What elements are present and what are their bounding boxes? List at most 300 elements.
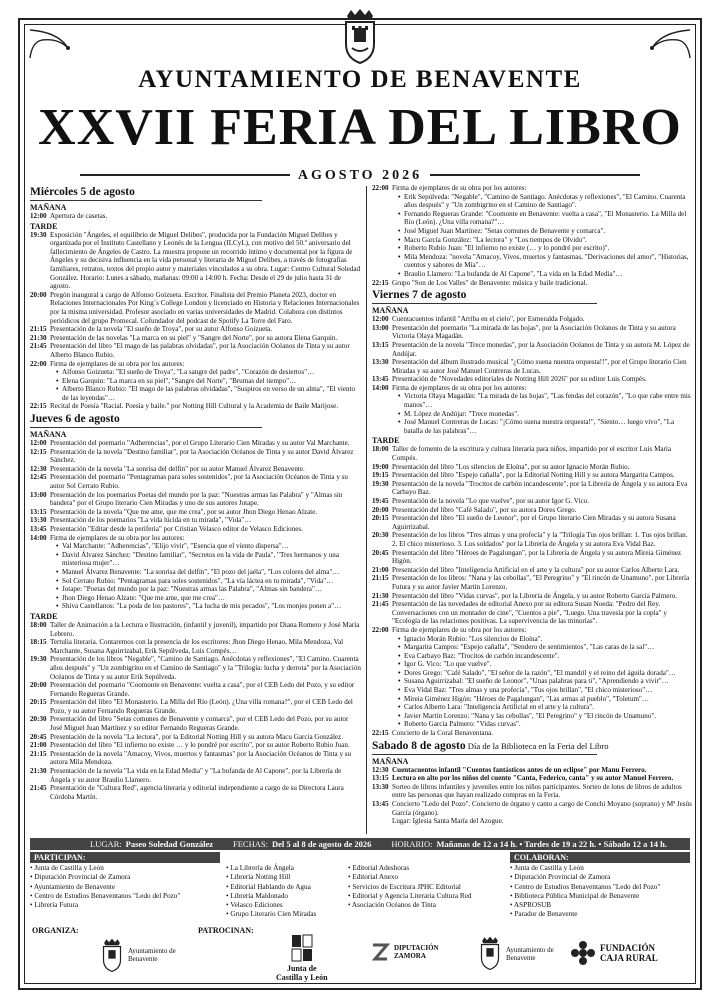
event-time: 12:15 bbox=[30, 447, 47, 456]
event-entry bbox=[30, 231, 362, 291]
event-description: José Manuel Contreras de Lucas: "¡Cómo suena nuestra orquesta!", "Siento… luego vivo", "La batalla de las palabras"… bbox=[404, 418, 675, 435]
ayuntamiento-logo-text: Ayuntamiento de Benavente bbox=[128, 947, 176, 963]
signing-entry bbox=[372, 193, 694, 210]
event-description: Eva Vidal Baz: "Tres almas y una profecía", "Tus ojos brillan", "El chico misterioso"… bbox=[404, 686, 653, 695]
event-time: 20:30 bbox=[372, 531, 389, 540]
signing-entry bbox=[30, 568, 362, 577]
event-description: Presentación de las novedades de editorial Anexo por su editora Susan Noeda: "Pedro del Rey. Conversaciones con un montador de cine", "Cuentos a pie", "Luego. Una travesía por la copla" y "Ecología de las relaciones positivas. La supervivencia de las minorías". bbox=[392, 600, 667, 626]
partner-item: • Editorial Hablando de Agua bbox=[226, 883, 344, 892]
event-description: Presentación de los libros: "Nana y las cebollas", "El Peregrino" y "El rincón de Unamuno", por Librería Futura y su autor Javier Martín Lorenzo. bbox=[392, 574, 690, 591]
event-entry bbox=[30, 534, 362, 543]
bullet-icon: • bbox=[398, 409, 401, 418]
event-time: 21:45 bbox=[30, 342, 47, 351]
event-time: 20:00 bbox=[30, 290, 47, 299]
fundacion-logo bbox=[570, 940, 658, 966]
event-time: 12:45 bbox=[30, 473, 47, 482]
event-description: Pregón inaugural a cargo de Alfonso Goizueta. Escritor. Finalista del Premio Planeta 2023, doctor en Relaciones Internacionales Por King´s College London y licenciado en Historia y Relaciones Internacionales por la misma universidad. Profesor asociado en varias universidades de Madrid. Colabora con distintos periódicos del grupo Promecal. Cofundador del podcast de Spotify La Torre del Faro. bbox=[50, 290, 360, 325]
event-entry bbox=[30, 715, 362, 732]
junta-logo-text: Junta de Castilla y León bbox=[276, 964, 328, 982]
event-entry bbox=[372, 729, 694, 738]
signing-entry bbox=[372, 720, 694, 729]
event-description: Presentación de la novela "Que me ame, que me crea", por su autor Jhon Diego Henao Alzate. bbox=[50, 507, 318, 516]
bullet-icon: • bbox=[56, 602, 59, 611]
event-description: Firma de ejemplares de su obra por los autores: bbox=[392, 383, 527, 392]
day-heading bbox=[372, 740, 694, 753]
event-entry bbox=[30, 360, 362, 369]
event-time: 21:30 bbox=[30, 767, 47, 776]
bullet-icon: • bbox=[398, 235, 401, 244]
bullet-icon: • bbox=[56, 567, 59, 576]
event-description: David Álvarez Sánchez: "Destino familiar", "Secretos en la vida de Paula", "Tres hermanos y una misteriosa mujer"… bbox=[62, 550, 339, 568]
event-time: 12:30 bbox=[30, 464, 47, 473]
signing-entry bbox=[30, 594, 362, 603]
event-time: 20:30 bbox=[30, 715, 47, 724]
castle-lion-icon bbox=[291, 934, 313, 962]
event-time: 14:00 bbox=[372, 383, 389, 392]
event-time: 19:30 bbox=[30, 655, 47, 664]
signing-entry bbox=[30, 368, 362, 377]
partner-item: • Editorial y Agencia Literaria Cultura Red bbox=[348, 892, 498, 901]
event-description: Presentación del libro "Espejo cañalla", por la Editorial Notting Hill y su autora Margarita Campos. bbox=[392, 471, 675, 480]
event-description: Presentación del poemario "Adherencias", por el Grupo Literario Cien Miradas y su autor Val Marchante. bbox=[50, 439, 350, 448]
partner-item: • Servicios de Escritura JPHC Editorial bbox=[348, 883, 498, 892]
bullet-icon: • bbox=[56, 385, 59, 394]
event-description: Mireia Giménez Higón: "Héroes de Pagalungan", "Las armas al pueblo", "Toletum"… bbox=[404, 694, 649, 703]
event-description: Presentación de la novela "Lo que vuelve", por su autor Igor G. Vico. bbox=[392, 497, 589, 505]
event-entry bbox=[372, 480, 694, 497]
partner-item: • Ayuntamiento de Benavente bbox=[30, 883, 220, 892]
event-description: Alberto Blanco Rubio: "El mago de las palabras olvidadas", "Suspiros en verso de un alma", "El viento de las leyendas"… bbox=[62, 385, 356, 402]
event-entry bbox=[30, 733, 362, 742]
event-description: Ignacio Morán Rubio: "Los silencios de Eloína". bbox=[404, 634, 543, 643]
event-time: 12:00 bbox=[30, 439, 47, 448]
event-time: 20:00 bbox=[372, 505, 389, 514]
event-description: Carlos Alberto Lara: "Inteligencia Artificial en el arte y la cultura". bbox=[404, 703, 594, 712]
bullet-icon: • bbox=[398, 651, 401, 660]
event-entry bbox=[372, 358, 694, 375]
event-entry bbox=[372, 531, 694, 548]
event-description: Presentación del poemario "Coomonte en Benavente: vuelta a casa", por el CEB Ledo del Pozo, y su editor Fernando Regueras Grande. bbox=[50, 681, 355, 698]
junta-logo bbox=[276, 934, 328, 982]
program-left-column bbox=[30, 184, 362, 801]
day-heading-subtitle: Día de la Biblioteca en la Feria del Libro bbox=[465, 740, 609, 751]
event-description: Presentación de la novela "Trocitos de carbón incandescente", por la Librería de Ángela y su autora Eva Carbayo Baz. bbox=[392, 479, 688, 497]
event-entry bbox=[372, 574, 694, 591]
section-label: MAÑANA bbox=[30, 430, 67, 440]
partner-item: • ASPROSUB bbox=[510, 901, 690, 910]
z-emblem-icon bbox=[370, 942, 390, 962]
event-description: Sorteo de libros infantiles y juveniles entre los niños participantes. Sorteo de lotes de libros de adultos entre las personas que hayan realizado compras en la Feria. bbox=[392, 782, 682, 800]
participants-list bbox=[348, 864, 498, 910]
bullet-icon: • bbox=[398, 643, 401, 652]
event-description: José Miguel Juan Martínez: "Setas comunes de Benavente y comarca". bbox=[404, 226, 606, 235]
bullet-icon: • bbox=[56, 576, 59, 585]
event-time: 22:00 bbox=[30, 359, 47, 368]
signing-entry bbox=[30, 577, 362, 586]
event-time: 13:30 bbox=[30, 516, 47, 525]
event-time: 12:00 bbox=[30, 212, 47, 220]
bullet-icon: • bbox=[398, 252, 401, 261]
event-time: 21:00 bbox=[30, 741, 47, 750]
event-entry bbox=[30, 325, 362, 334]
event-description: Presentación del libro "El mago de las palabras olvidadas", por la Asociación Océanos de Tinta y su autor Alberto Blanco Rubio. bbox=[50, 342, 350, 359]
event-time: 13:15 bbox=[372, 774, 389, 783]
event-description: Presentación de la novela "La lectora", por la Editorial Notting Hill y su autora Macu García González. bbox=[50, 732, 343, 741]
bullet-icon: • bbox=[398, 686, 401, 695]
partner-item: • Editorial Adeshoras bbox=[348, 864, 498, 873]
dates-label: FECHAS: bbox=[233, 839, 268, 849]
section-label: MAÑANA bbox=[372, 756, 409, 766]
event-time: 21:15 bbox=[372, 574, 389, 583]
event-description: Presentación del libro "Inteligencia Artificial en el arte y la cultura" por su autor Carlos Alberto Lara. bbox=[392, 565, 680, 574]
event-time: 13:15 bbox=[30, 507, 47, 516]
event-description: Victoria Olaya Magadán: "La mirada de las hojas", "Las fendas del corazón", "Lo que cabe entre mis manos"… bbox=[404, 392, 691, 410]
event-entry bbox=[372, 384, 694, 393]
event-time: 18:00 bbox=[372, 445, 389, 454]
event-description: Grupo "Son de Los Valles" de Benavente: música y baile tradicional. bbox=[392, 278, 588, 287]
event-entry bbox=[30, 681, 362, 698]
partner-item: • Diputación Provincial de Zamora bbox=[510, 873, 690, 882]
signing-entry bbox=[372, 392, 694, 409]
event-description: Firma de ejemplares de su obra por los autores: bbox=[392, 625, 527, 634]
partner-item: • Centro de Estudios Benaventanos "Ledo del Pozo" bbox=[30, 892, 220, 901]
event-time: 22:15 bbox=[372, 278, 389, 287]
bullet-icon: • bbox=[398, 668, 401, 677]
partner-item: • Centro de Estudios Benaventanos "Ledo del Pozo" bbox=[510, 883, 690, 892]
event-entry bbox=[372, 375, 694, 384]
day-rule bbox=[30, 427, 262, 428]
event-time: 19:00 bbox=[372, 462, 389, 471]
event-time: 21:45 bbox=[30, 784, 47, 793]
event-entry bbox=[372, 800, 694, 817]
signing-entry bbox=[372, 210, 694, 227]
signing-entry bbox=[372, 669, 694, 678]
coat-of-arms-icon bbox=[478, 936, 502, 970]
signing-entry bbox=[30, 602, 362, 611]
event-time: 19:30 bbox=[30, 230, 47, 239]
event-entry bbox=[372, 497, 694, 506]
event-time: 20:00 bbox=[30, 681, 47, 690]
participants-list bbox=[226, 864, 344, 920]
corner-ornament-icon bbox=[632, 28, 692, 68]
info-bar bbox=[30, 838, 690, 850]
event-description: Lugar: Iglesia Santa María del Azogue. bbox=[392, 817, 504, 826]
signing-entry bbox=[30, 585, 362, 594]
event-time: 13:45 bbox=[372, 375, 389, 384]
event-description: Roberto Rubio Juan: "El infierno no existe (… y lo pondré por escrito)". bbox=[404, 244, 610, 253]
bullet-icon: • bbox=[398, 703, 401, 712]
flower-emblem-icon bbox=[570, 940, 596, 966]
event-time: 18:00 bbox=[30, 620, 47, 629]
event-entry bbox=[372, 592, 694, 601]
event-time: 21:30 bbox=[30, 333, 47, 342]
event-entry bbox=[30, 402, 362, 411]
event-description: Margarita Campos: "Espejo cañalla", "Sendero de sentimientos", "Las caras de la sal"… bbox=[404, 643, 655, 652]
event-entry bbox=[30, 621, 362, 638]
event-description: Presentación de "Cultura Red", agencia literaria y editorial independiente a cargo de su Directora Laura Córdoba Martín. bbox=[50, 784, 344, 801]
event-description: Presentación de las novelas "La marca en su piel" y "Sangre del Norte", por su autora Elena Garquin. bbox=[50, 333, 338, 342]
partner-item: • Librería Notting Hill bbox=[226, 873, 344, 882]
signing-entry bbox=[372, 236, 694, 245]
event-time: 13:45 bbox=[30, 525, 47, 533]
bullet-icon: • bbox=[398, 209, 401, 218]
partner-item: • Velasco Ediciones bbox=[226, 901, 344, 910]
town-heading: AYUNTAMIENTO DE BENAVENTE bbox=[138, 66, 582, 93]
event-description: Taller de fomento de la escritura y cultura literaria para niños, impartido por el escritor Luis María Compés. bbox=[392, 445, 672, 463]
event-description: Apertura de casetas. bbox=[50, 212, 108, 220]
event-description: Eva Carbayo Baz: "Trocitos de carbón incandescente". bbox=[404, 651, 560, 660]
event-time: 21:00 bbox=[372, 565, 389, 574]
ayuntamiento-logo-2 bbox=[478, 936, 502, 972]
event-time: 18:15 bbox=[30, 638, 47, 647]
event-description: Firma de ejemplares de su obra por los autores: bbox=[50, 359, 185, 368]
partner-item: • La Librería de Ángela bbox=[226, 864, 344, 873]
event-time: 12:30 bbox=[372, 765, 389, 774]
event-description: Cuentacuentos infantil "Cuentos fantásticos antes de un eclipse" por Manu Ferrero. bbox=[392, 765, 647, 774]
event-description: Presentación del álbum ilustrado musical "¿Cómo suena nuestra orquesta!!", por el Grupo literario Cien Miradas y su autor José Manuel Contreras de Lucas. bbox=[392, 358, 687, 375]
signing-entry bbox=[372, 227, 694, 236]
partner-item: • Librería Maldonado bbox=[226, 892, 344, 901]
bullet-icon: • bbox=[398, 711, 401, 720]
event-description: Macu García González: "La lectora" y "Los tiempos de Olvido". bbox=[404, 235, 587, 244]
corner-ornament-icon bbox=[28, 28, 88, 68]
event-time: 21:30 bbox=[372, 591, 389, 600]
event-time: 21:15 bbox=[30, 749, 47, 758]
section-label: MAÑANA bbox=[372, 306, 409, 316]
event-time: 14:00 bbox=[30, 533, 47, 542]
event-entry bbox=[30, 491, 362, 508]
event-description: Presentación de la novela "La vida en la Edad Media" y "La bufanda de Al Capone", por la Librería de Ángela y su autor Braulio Llamero. bbox=[50, 767, 342, 784]
bullet-icon: • bbox=[398, 192, 401, 201]
event-description: Presentación del libro "Héroes de Pagalungan", por la Librería de Ángela y su autora Mireia Giménez Higón. bbox=[392, 548, 682, 566]
signing-entry bbox=[372, 712, 694, 721]
participants-list bbox=[30, 864, 220, 910]
event-entry bbox=[372, 315, 694, 324]
event-description: Braulio Llamero: "La bufanda de Al Capone", "La vida en la Edad Media"… bbox=[404, 269, 623, 278]
diputacion-logo-text: DIPUTACIÓN ZAMORA bbox=[394, 944, 439, 960]
event-entry bbox=[372, 766, 694, 775]
bullet-icon: • bbox=[398, 418, 401, 427]
event-description: Concierto de la Coral Benaventana. bbox=[392, 729, 494, 738]
patrocinan-label: PATROCINAN: bbox=[198, 926, 254, 935]
signing-entry bbox=[372, 253, 694, 270]
event-description: Tertulia literaria. Contaremos con la presencia de los escritores: Jhon Diego Henao, Mila Mendoza, Val Marchante, Susana Aguirrizabal, Erik Sepúlveda, Luis Compés… bbox=[50, 638, 344, 655]
day-rule bbox=[372, 303, 597, 304]
bullet-icon: • bbox=[398, 226, 401, 235]
event-description: Presentación de los poemarios Poetas del mundo por la paz: "Nuestras armas las Palabra" y "Almas sin bandera" por el Grupo literario Cien Miradas y uno de sus autores Jotape. bbox=[50, 490, 343, 508]
event-description: Dores Grego: "Café Salado", "El señor de la razón", "El mandril y el reino del águila dorada"… bbox=[404, 668, 676, 677]
partner-item: • Asociación Océanos de Tinta bbox=[348, 901, 498, 910]
event-entry bbox=[30, 741, 362, 750]
event-entry bbox=[30, 516, 362, 525]
participants-label: PARTICIPAN: bbox=[30, 852, 220, 863]
event-entry bbox=[30, 291, 362, 325]
event-time: 20:45 bbox=[372, 548, 389, 557]
ayuntamiento-logo bbox=[100, 938, 176, 972]
partner-item: • Junta de Castilla y León bbox=[510, 864, 690, 873]
collaborators-label: COLABORAN: bbox=[510, 852, 690, 863]
diputacion-logo bbox=[370, 942, 439, 962]
event-description: Presentación de los libros "Tres almas y una profecía" y la "Trilogía Tus ojos brillan: 1. Tus ojos brillan. 2. El chico misterioso. 3. Los soldados" por la Librería de Ángela y su autora Eva Vidal Baz. bbox=[392, 531, 688, 548]
event-entry bbox=[30, 655, 362, 681]
bullet-icon: • bbox=[398, 660, 401, 669]
event-time: 20:15 bbox=[30, 698, 47, 707]
event-entry bbox=[30, 334, 362, 343]
signing-entry bbox=[372, 410, 694, 419]
bullet-icon: • bbox=[398, 677, 401, 686]
event-description: Presentación de la novela "Amacoy, Vivos, muertos y fantasmas" por la Asociación Océanos de Tinta y su autora Mila Mendoza. bbox=[50, 749, 352, 767]
event-time: 19:45 bbox=[372, 497, 389, 505]
event-entry bbox=[372, 600, 694, 626]
day-heading bbox=[30, 413, 362, 426]
section-label: MAÑANA bbox=[30, 203, 67, 212]
coat-of-arms-icon bbox=[341, 8, 379, 64]
organiza-label: ORGANIZA: bbox=[32, 926, 79, 935]
event-description: Presentación de los libros "Negable", "Camino de Santiago. Anécdotas y reflexiones", "El Camino. Cuarenta años después" y "Un zombigrino en el Camino de Santiago" y la "Trilogía: lucha y derrota" por la Asociación Océanos de Tinta y su autor Erik Sepúlveda. bbox=[50, 655, 361, 681]
signing-entry bbox=[372, 660, 694, 669]
ayuntamiento-logo-2-text: Ayuntamiento de Benavente bbox=[506, 946, 554, 962]
event-entry bbox=[372, 506, 694, 515]
day-heading bbox=[30, 186, 362, 199]
partner-item: • Editorial Anexo bbox=[348, 873, 498, 882]
event-entry bbox=[372, 549, 694, 566]
event-description: Elena Garquin: "La marca en su piel", "Sangre del Norte", "Brumas del tiempo"… bbox=[62, 376, 297, 385]
participants-box bbox=[30, 852, 220, 910]
signing-entry bbox=[372, 270, 694, 279]
event-entry bbox=[30, 638, 362, 655]
day-heading-text: Miércoles 5 de agosto bbox=[30, 186, 135, 198]
event-entry bbox=[372, 445, 694, 462]
event-description: Mila Mendoza: "novela "Amacoy, Vivos, muertos y fantasmas, "Derivaciones del amor", "Historias, cuentos y sabores de Mía"… bbox=[404, 252, 689, 270]
event-description: Presentación del libro "Vidas curvas", por la Librería de Ángela, y su autor Roberto García Palmero. bbox=[392, 591, 678, 600]
partners-section bbox=[30, 852, 690, 924]
bullet-icon: • bbox=[56, 542, 59, 551]
event-entry bbox=[30, 508, 362, 517]
event-description: Fernando Regueras Grande: "Coomonte en Benavente: vuelta a casa", "El Monasterio. La Milla del Río (León). ¿Una villa romana?"… bbox=[404, 209, 687, 227]
event-time: 13:15 bbox=[372, 340, 389, 349]
event-time: 20:45 bbox=[30, 732, 47, 741]
event-description: Jotape: "Poetas del mundo por la paz: "Nuestras armas las Palabra", "Almas sin bandera"… bbox=[62, 585, 322, 594]
event-description: Igor G. Vico: "Lo que vuelve". bbox=[404, 660, 492, 669]
place-value: Paseo Soledad González bbox=[125, 839, 213, 849]
event-entry bbox=[372, 279, 694, 288]
event-description: Presentación del libro "El infierno no existe … y lo pondré por escrito", por su autor Roberto Rubio Juan. bbox=[50, 741, 350, 750]
section-label: TARDE bbox=[372, 436, 400, 446]
day-heading-text: Sabado 8 de agosto bbox=[372, 739, 466, 752]
event-time: 20:15 bbox=[372, 514, 389, 523]
event-time: 21:15 bbox=[30, 325, 47, 334]
event-description: Val Marchante: "Adherencias", "Elijo vivir", "Esencia que el viento dispersa"… bbox=[62, 542, 289, 551]
event-entry bbox=[30, 698, 362, 715]
event-description: Presentación del libro "Los silencios de Eloína", por su autor Ignacio Morán Rubio. bbox=[392, 462, 630, 471]
signing-entry bbox=[30, 542, 362, 551]
event-entry bbox=[30, 784, 362, 801]
event-time: 13:45 bbox=[372, 800, 389, 808]
day-rule bbox=[372, 754, 597, 755]
event-entry bbox=[372, 817, 694, 826]
bullet-icon: • bbox=[56, 376, 59, 385]
bullet-icon: • bbox=[398, 634, 401, 643]
coat-of-arms-icon bbox=[100, 938, 124, 972]
event-time: 13:30 bbox=[372, 782, 389, 791]
page-title: XXVII FERIA DEL LIBRO bbox=[38, 99, 682, 156]
event-description: Erik Sepúlveda: "Negable", "Camino de Santiago. Anécdotas y reflexiones", "El Camino. Cuarenta años después" y "Un zombigrino en el Camino de Santiago". bbox=[404, 192, 686, 210]
event-description: Recital de Poesía "Racial. Poesía y baile." por Notting Hill Cultural y la Academia de Baile Marijose. bbox=[50, 402, 339, 411]
event-description: Taller de Animación a la Lectura e Ilustración, (infantil y juvenil), impartido por Diana Romero y José María Lebrero. bbox=[50, 620, 360, 638]
event-time: 22:15 bbox=[30, 402, 47, 411]
event-description: Concierto "Ledo del Pozo". Concierto de órgano y canto a cargo de Conchi Moyano (soprano) y Mª Jesús García (órgano). bbox=[392, 800, 692, 817]
event-description: Presentación de la novela "La sonrisa del delfín" por su autor Manuel Álvarez Benavente. bbox=[50, 464, 305, 473]
event-time: 13:00 bbox=[30, 490, 47, 499]
signing-entry bbox=[372, 686, 694, 695]
event-time: 22:00 bbox=[372, 184, 389, 192]
event-time: 22:00 bbox=[372, 625, 389, 634]
dates-subtitle: AGOSTO 2026 bbox=[297, 168, 423, 183]
collaborators-box bbox=[510, 852, 690, 920]
hours-label: HORARIO: bbox=[391, 839, 433, 849]
event-description: Firma de ejemplares de su obra por los autores: bbox=[50, 533, 185, 542]
event-entry bbox=[372, 774, 694, 783]
signing-entry bbox=[30, 377, 362, 386]
bullet-icon: • bbox=[398, 244, 401, 253]
bullet-icon: • bbox=[56, 368, 59, 377]
event-description: Sol Cerrato Rubio: "Pentagramas para soles sostenidos", "La vía láctea en tu mirada", "Vida"… bbox=[62, 576, 334, 585]
event-description: Jhon Diego Henao Alzate: "Que me ame, que me crea"… bbox=[62, 593, 225, 602]
event-entry bbox=[372, 463, 694, 472]
event-description: Alfonso Goizueta: "El sueño de Troya", "La sangre del padre", "Corazón de desiertos"… bbox=[62, 368, 315, 377]
bullet-icon: • bbox=[398, 720, 401, 729]
signing-entry bbox=[30, 385, 362, 402]
signing-entry bbox=[372, 418, 694, 435]
event-description: Firma de ejemplares de su obra por los autores: bbox=[392, 184, 527, 192]
partner-item: • Librería Futura bbox=[30, 901, 220, 910]
event-description: Lectura en alto por los niños del cuento "Canta, Federico, canta" y su autor Manuel Ferrero. bbox=[392, 774, 674, 783]
event-entry bbox=[30, 342, 362, 359]
event-description: Presentación de los poemarios "La vida lúcida en tu mirada", "Vida"… bbox=[50, 516, 252, 525]
event-description: Presentación de la novela "Destino familiar", por la Asociación Océanos de Tinta y su autor David Álvarez Sánchez. bbox=[50, 447, 354, 465]
event-entry bbox=[30, 767, 362, 784]
event-entry bbox=[30, 750, 362, 767]
event-entry bbox=[372, 626, 694, 635]
event-time: 12:00 bbox=[372, 315, 389, 324]
event-description: Presentación del libro "El Monasterio. La Milla del Río (León). ¿Una villa romana?", por el CEB Ledo del Pozo, y su autor Fernando Regueras Grande. bbox=[50, 698, 353, 715]
event-description: Roberto García Palmero: "Vidas curvas". bbox=[404, 720, 521, 729]
partner-item: • Biblioteca Pública Municipal de Benavente bbox=[510, 892, 690, 901]
event-entry bbox=[372, 514, 694, 531]
event-description: Presentación del libro "Setas comunes de Benavente y comarca", por el CEB Ledo del Pozo, por su autor José Miguel Juan Martínez y su editor Fernando Regueras Grande. bbox=[50, 715, 349, 733]
column-divider bbox=[366, 186, 367, 834]
event-description: Exposición "Ángeles, el equilibrio de Miguel Delibes", producida por la Fundación Miguel Delibes y organizada por el Instituto Castellano y Leonés de la Lengua (ILCyL), con motivo del 50.º aniversario del fallecimiento de Ángeles de Castro. La muestra propone un recorrido íntimo y documental por la figura de Ángeles y su decisiva influencia en la vida personal y literaria de Miguel Delibes, a través de fotografías familiares, retratos, textos del propio autor y materiales vinculados a su obra. Lugar: Centro Cultural Soledad González. Horario: Lunes a sábado, mañanas: 09:00 a 14:00 h. Fecha: Desde el 29 de julio hasta 31 de agosto. bbox=[50, 230, 361, 291]
event-time bbox=[372, 817, 392, 826]
partner-item: • Junta de Castilla y León bbox=[30, 864, 220, 873]
fundacion-logo-text: FUNDACIÓN CAJA RURAL bbox=[600, 943, 658, 963]
bullet-icon: • bbox=[398, 392, 401, 401]
dates-value: Del 5 al 8 de agosto de 2026 bbox=[271, 839, 372, 849]
section-label: TARDE bbox=[30, 611, 58, 621]
event-description: Cuentacuentos infantil "Arriba en el cielo", por Esmeralda Folgado. bbox=[392, 315, 585, 324]
event-entry bbox=[372, 471, 694, 480]
event-entry bbox=[30, 212, 362, 221]
event-entry bbox=[372, 184, 694, 193]
event-description: Shiva Castellanos: "La poda de los pastores", "La lucha de mis pecados", "Los monjes ponen a"… bbox=[62, 602, 342, 611]
bullet-icon: • bbox=[398, 694, 401, 703]
event-entry bbox=[372, 324, 694, 341]
event-description: Presentación del libro "Café Salado", por su autora Dores Grego. bbox=[392, 505, 577, 514]
signing-entry bbox=[372, 652, 694, 661]
day-heading bbox=[372, 289, 694, 302]
event-entry bbox=[30, 473, 362, 490]
event-entry bbox=[372, 566, 694, 575]
